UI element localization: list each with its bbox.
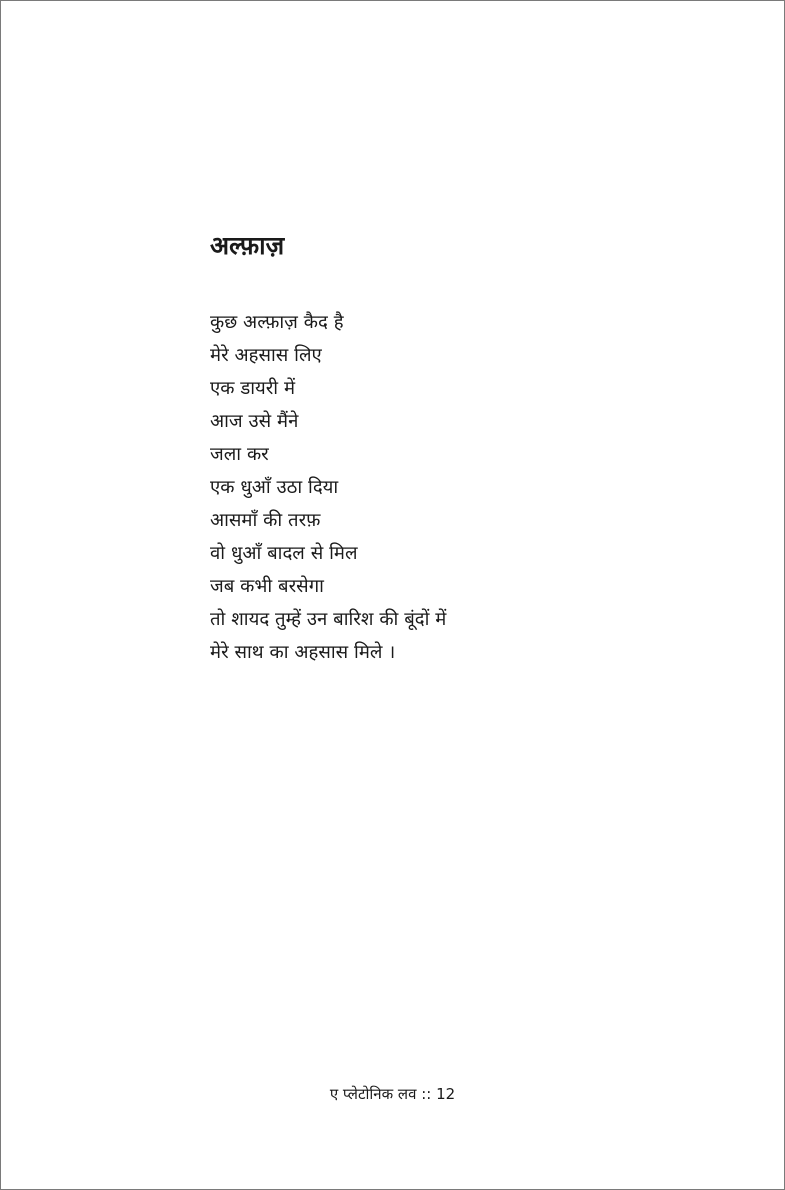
poem-line: मेरे अहसास लिए bbox=[210, 345, 322, 366]
poem-line: जब कभी बरसेगा bbox=[210, 576, 324, 597]
poem-line: एक डायरी में bbox=[210, 378, 296, 399]
poem-line: आज उसे मैंने bbox=[210, 411, 299, 432]
poem-title: अल्फ़ाज़ bbox=[210, 231, 285, 260]
poem-line: मेरे साथ का अहसास मिले । bbox=[210, 642, 396, 663]
poem-line: आसमाँ की तरफ़ bbox=[210, 510, 321, 531]
poem-line: वो धुआँ बादल से मिल bbox=[210, 543, 358, 564]
poem-line: जला कर bbox=[210, 444, 269, 465]
poem-body bbox=[210, 306, 446, 669]
poem-line: तो शायद तुम्हें उन बारिश की बूंदों में bbox=[210, 609, 447, 630]
page-footer: ए प्लेटोनिक लव :: 12 bbox=[329, 1085, 456, 1103]
poem-line: एक धुआँ उठा दिया bbox=[210, 477, 339, 498]
poem-line: कुछ अल्फ़ाज़ कैद है bbox=[210, 312, 344, 333]
